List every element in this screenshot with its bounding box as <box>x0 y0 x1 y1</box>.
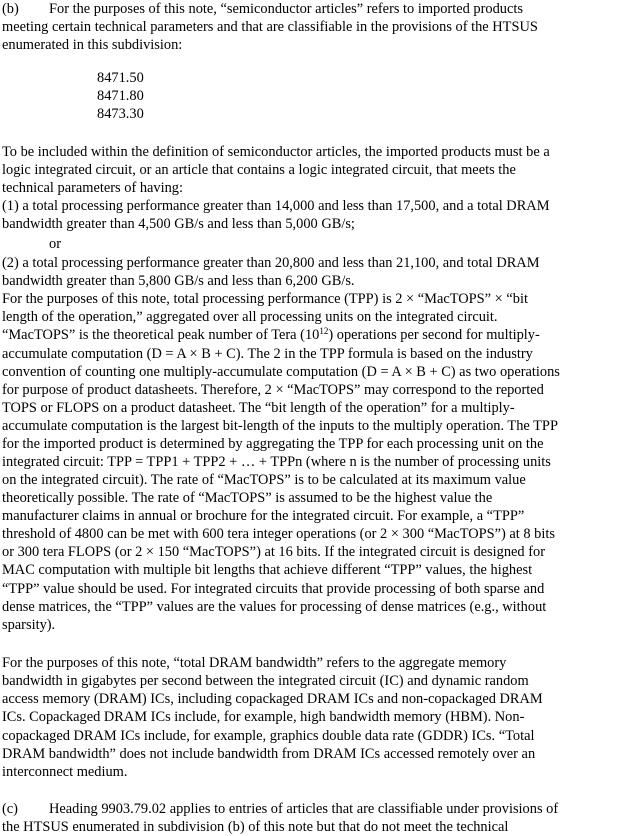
tpp-text: ) operations per second for multiply- <box>328 327 540 343</box>
tpp-line: or 300 tera FLOPS (or 2 × 150 “MacTOPS”) at 16 bits. If the integrated circuit is designed for <box>2 544 545 560</box>
tpp-line: sparsity). <box>2 617 56 633</box>
tpp-line <box>2 326 540 344</box>
paragraph-b-line-3: enumerated in this subdivision: <box>2 37 183 53</box>
definition-line: bandwidth greater than 4,500 GB/s and less than 5,000 GB/s; <box>2 216 355 232</box>
paragraph-b-line-2: meeting certain technical parameters and that are classifiable in the provisions of the HTSUS <box>2 19 538 35</box>
tpp-line: accumulate computation is the largest bit-length of the inputs to the multiply operation. The TPP <box>2 418 558 434</box>
tpp-line: for the imported product is determined by aggregating the TPP for each processing unit on the <box>2 436 544 452</box>
exponent: 12 <box>319 326 329 336</box>
tpp-line: “TPP” value should be used. For integrated circuits that provide processing of both sparse and <box>2 581 545 597</box>
tpp-line: on the integrated circuit). The rate of “MacTOPS” is to be calculated at its maximum value <box>2 472 526 488</box>
paragraph-c-marker: (c) <box>2 801 18 817</box>
paragraph-b-marker: (b) <box>2 1 19 17</box>
definition-line: technical parameters of having: <box>2 180 184 196</box>
heading-item: 8471.50 <box>97 70 144 86</box>
heading-item: 8473.30 <box>97 106 144 122</box>
tpp-line: TOPS or FLOPS on a product datasheet. The “bit length of the operation” for a multiply- <box>2 400 515 416</box>
tpp-line: theoretically possible. The rate of “MacTOPS” is assumed to be the highest value the <box>2 490 493 506</box>
dram-line: ICs. Copackaged DRAM ICs include, for example, high bandwidth memory (HBM). Non- <box>2 709 525 725</box>
dram-line: DRAM bandwidth” does not include bandwidth from DRAM ICs accessed remotely over an <box>2 746 536 762</box>
definition-line: bandwidth greater than 5,800 GB/s and less than 6,200 GB/s. <box>2 273 355 289</box>
dram-line: interconnect medium. <box>2 764 128 780</box>
definition-line: logic integrated circuit, or an article that contains a logic integrated circuit, that meets the <box>2 162 516 178</box>
tpp-line: convention of counting one multiply-accumulate computation (D = A × B + C) as two operations <box>2 364 560 380</box>
dram-line: copackaged DRAM ICs include, for example, graphics double data rate (GDDR) ICs. “Total <box>2 728 535 744</box>
paragraph-b-text: For the purposes of this note, “semiconductor articles” refers to imported products <box>49 1 523 17</box>
or-connector: or <box>49 236 61 252</box>
heading-item: 8471.80 <box>97 88 144 104</box>
paragraph-c-line-1 <box>2 800 558 818</box>
dram-line: access memory (DRAM) ICs, including copackaged DRAM ICs and non-copackaged DRAM <box>2 691 543 707</box>
definition-line: To be included within the definition of semiconductor articles, the imported products must be a <box>2 144 550 160</box>
definition-line: (2) a total processing performance greater than 20,800 and less than 21,100, and total DRAM <box>2 255 540 271</box>
tpp-line: length of the operation,” aggregated over all processing units on the integrated circuit. <box>2 309 498 325</box>
tpp-line: dense matrices, the “TPP” values are the values for processing of dense matrices (e.g., without <box>2 599 547 615</box>
tpp-line: accumulate computation (D = A × B + C). The 2 in the TPP formula is based on the industry <box>2 346 533 362</box>
tpp-line: threshold of 4800 can be met with 600 tera integer operations (or 2 × 300 “MacTOPS”) at 8 bits <box>2 526 555 542</box>
dram-line: For the purposes of this note, “total DRAM bandwidth” refers to the aggregate memory <box>2 655 507 671</box>
paragraph-c-line-2: the HTSUS enumerated in subdivision (b) of this note but that do not meet the technical <box>2 819 509 835</box>
dram-line: bandwidth in gigabytes per second between the integrated circuit (IC) and dynamic random <box>2 673 529 689</box>
paragraph-b-line-1 <box>2 0 523 18</box>
definition-line: (1) a total processing performance greater than 14,000 and less than 17,500, and a total DRAM <box>2 198 550 214</box>
tpp-line: manufacturer claims in annual or brochure for the integrated circuit. For example, a “TPP” <box>2 508 525 524</box>
tpp-line: integrated circuit: TPP = TPP1 + TPP2 + … + TPPn (where n is the number of processing units <box>2 454 551 470</box>
tpp-line: For the purposes of this note, total processing performance (TPP) is 2 × “MacTOPS” × “bit <box>2 291 528 307</box>
tpp-text: “MacTOPS” is the theoretical peak number of Tera (10 <box>2 327 320 343</box>
tpp-line: for purpose of product datasheets. Therefore, 2 × “MacTOPS” may correspond to the reported <box>2 382 544 398</box>
tpp-line: MAC computation with multiple bit lengths that achieve different “TPP” values, the highest <box>2 562 533 578</box>
paragraph-c-text: Heading 9903.79.02 applies to entries of articles that are classifiable under provisions of <box>49 801 559 817</box>
